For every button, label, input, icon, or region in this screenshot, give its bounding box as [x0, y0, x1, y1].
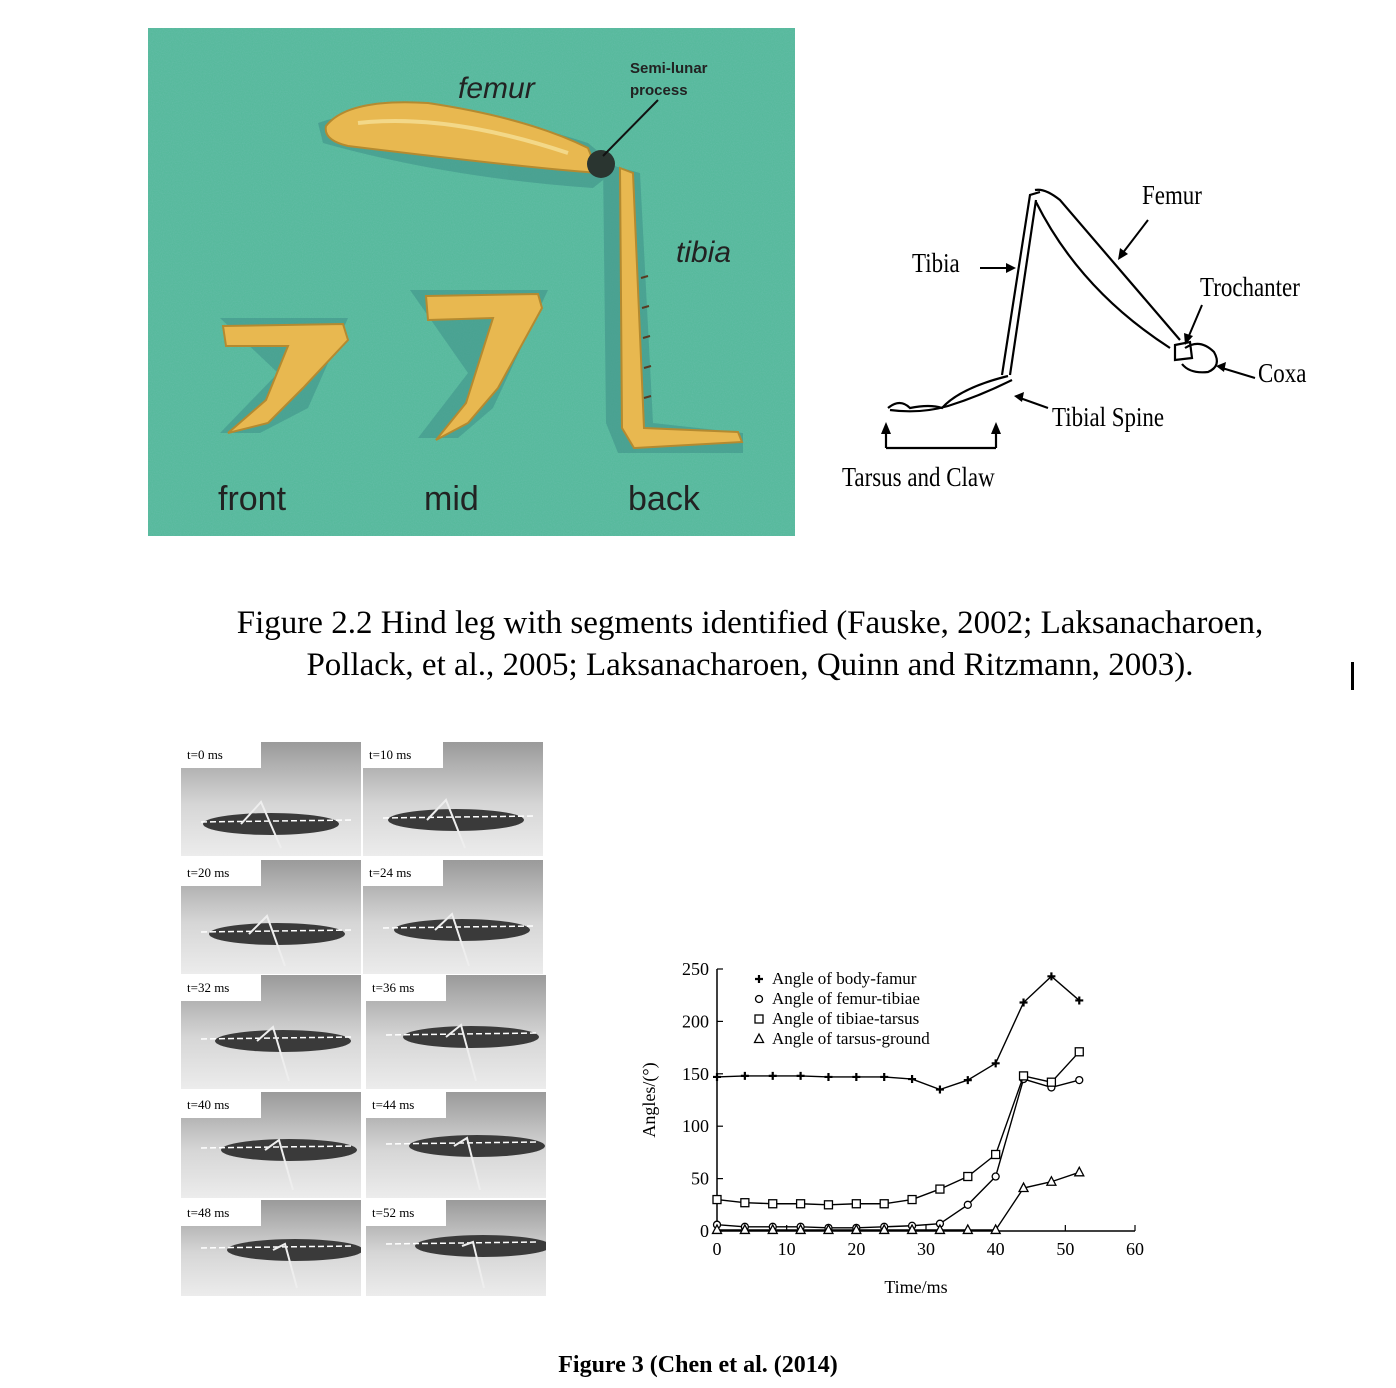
data-point	[852, 1200, 860, 1208]
data-point	[992, 1150, 1000, 1158]
data-point	[1076, 1077, 1083, 1084]
label-front: front	[218, 480, 287, 518]
frame-t20	[181, 860, 361, 974]
y-tick-label: 250	[682, 959, 709, 979]
frame-t52	[366, 1200, 546, 1296]
data-point	[797, 1200, 805, 1208]
x-tick-label: 30	[917, 1239, 935, 1259]
x-tick-label: 10	[777, 1239, 796, 1259]
data-point	[964, 1076, 972, 1084]
frame-time-label: t=48 ms	[181, 1200, 261, 1226]
x-tick-label: 0	[712, 1239, 722, 1259]
y-tick-label: 150	[682, 1063, 709, 1084]
figure-3-caption: Figure 3 (Chen et al. (2014)	[558, 1352, 838, 1378]
x-tick-label: 60	[1126, 1239, 1144, 1259]
data-point	[824, 1073, 832, 1081]
frame-time-label: t=44 ms	[366, 1092, 446, 1118]
frame-time-label: t=36 ms	[366, 975, 446, 1001]
data-point	[908, 1075, 916, 1083]
data-point	[1075, 1048, 1083, 1056]
legend-entry: Angle of tarsus-ground	[772, 1029, 930, 1048]
frame-time-label: t=40 ms	[181, 1092, 261, 1118]
label-mid: mid	[424, 480, 479, 518]
label-tibia: tibia	[676, 236, 732, 269]
schem-label-femur: Femur	[1142, 180, 1202, 210]
data-point	[880, 1200, 888, 1208]
frame-t36	[366, 975, 546, 1089]
data-point	[824, 1201, 832, 1209]
x-tick-label: 20	[847, 1239, 866, 1259]
x-tick-label: 50	[1056, 1239, 1075, 1259]
schem-label-coxa: Coxa	[1258, 358, 1307, 388]
label-back: back	[628, 480, 700, 518]
leg-schematic	[830, 170, 1350, 510]
frame-time-label: t=0 ms	[181, 742, 261, 768]
data-point	[963, 1225, 972, 1234]
legend-marker	[756, 996, 763, 1003]
figure-2-2-caption	[160, 602, 1340, 686]
frame-t44	[366, 1092, 546, 1198]
data-point	[769, 1200, 777, 1208]
angles-chart	[620, 950, 1160, 1310]
frame-t48	[181, 1200, 361, 1296]
legend-marker	[755, 1034, 764, 1043]
data-point	[1075, 1167, 1084, 1176]
data-point	[992, 1173, 999, 1180]
schem-label-tibia: Tibia	[912, 248, 960, 278]
y-tick-label: 200	[682, 1011, 709, 1032]
data-point	[852, 1073, 860, 1081]
frame-t0	[181, 742, 361, 856]
legend-entry: Angle of tibiae-tarsus	[772, 1009, 920, 1028]
data-point	[1047, 1078, 1055, 1086]
frame-t40	[181, 1092, 361, 1198]
schem-label-tibial-spine: Tibial Spine	[1052, 402, 1165, 432]
y-axis-label: Angles/(°)	[639, 1062, 659, 1138]
frame-t32	[181, 975, 361, 1089]
x-tick-label: 40	[986, 1239, 1005, 1259]
schem-label-trochanter: Trochanter	[1200, 272, 1300, 302]
leg-photo-panel	[148, 28, 795, 536]
x-axis-label: Time/ms	[884, 1277, 948, 1297]
frame-t24	[363, 860, 543, 974]
data-point	[1020, 1072, 1028, 1080]
label-process: process	[630, 82, 688, 99]
frame-time-label: t=52 ms	[366, 1200, 446, 1226]
y-tick-label: 100	[682, 1116, 709, 1137]
legend-entry: Angle of body-famur	[772, 969, 917, 988]
y-tick-label: 0	[700, 1221, 709, 1241]
data-point	[769, 1072, 777, 1080]
leg-schematic-drawing	[830, 170, 1350, 510]
legend-marker	[755, 975, 763, 983]
caption-line-2: Pollack, et al., 2005; Laksanacharoen, Quinn and Ritzmann, 2003).	[306, 647, 1194, 683]
data-point	[936, 1185, 944, 1193]
data-point	[908, 1196, 916, 1204]
data-point	[741, 1199, 749, 1207]
frame-time-label: t=32 ms	[181, 975, 261, 1001]
data-point	[936, 1086, 944, 1094]
data-point	[964, 1173, 972, 1181]
frame-time-label: t=24 ms	[363, 860, 443, 886]
data-point	[880, 1073, 888, 1081]
data-point	[713, 1196, 721, 1204]
data-point	[964, 1201, 971, 1208]
legend-marker	[755, 1015, 763, 1023]
frame-t10	[363, 742, 543, 856]
data-point	[797, 1072, 805, 1080]
angles-chart-svg	[620, 950, 1160, 1310]
frame-time-label: t=20 ms	[181, 860, 261, 886]
caption-line-1: Figure 2.2 Hind leg with segments identified (Fauske, 2002; Laksanacharoen,	[236, 605, 1264, 641]
y-tick-label: 50	[691, 1168, 709, 1189]
data-point	[992, 1059, 1000, 1067]
frame-time-label: t=10 ms	[363, 742, 443, 768]
label-femur: femur	[458, 72, 535, 105]
legend-entry: Angle of femur-tibiae	[772, 989, 920, 1008]
label-semi-lunar: Semi-lunar	[630, 60, 708, 77]
schem-label-tarsus-claw: Tarsus and Claw	[842, 462, 995, 492]
text-cursor	[1351, 662, 1354, 690]
data-point	[741, 1072, 749, 1080]
